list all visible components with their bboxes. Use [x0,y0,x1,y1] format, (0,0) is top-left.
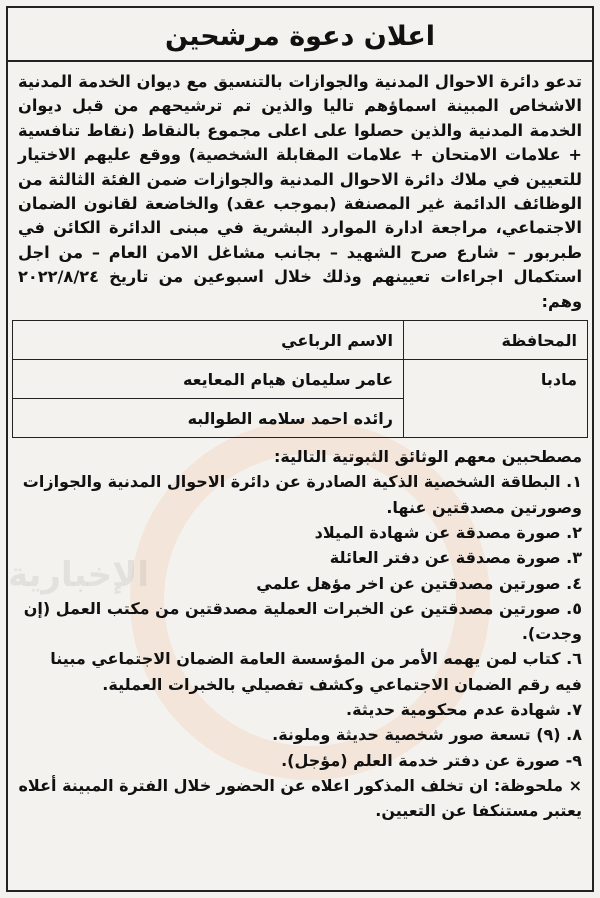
documents-heading: مصطحبين معهم الوثائق الثبوتية التالية: [273,447,582,467]
cell-governorate: مادبا [404,360,588,438]
table-header-row [13,321,588,360]
table-row [13,360,588,399]
list-item: ٢. صورة مصدقة عن شهادة الميلاد [314,522,582,542]
candidates-table [12,320,588,438]
note-item: × ملحوظة: ان تخلف المذكور اعلاه عن الحضور خلال الفترة المبينة أعلاه يعتبر مستنكفا عن التعيين. [18,775,582,821]
list-item: ٧. شهادة عدم محكومية حديثة. [346,700,582,720]
list-item: ٦. كتاب لمن يهمه الأمر من المؤسسة العامة الضمان الاجتماعي مبينا فيه رقم الضمان الاجتماعي وكشف تفصيلي بالخبرات العملية. [50,649,582,694]
list-item: ٣. صورة مصدقة عن دفتر العائلة [329,548,582,568]
list-item: ٨. (٩) تسعة صور شخصية حديثة وملونة. [272,725,582,745]
header-governorate: المحافظة [404,321,588,360]
header-full-name: الاسم الرباعي [13,321,404,360]
list-item: ٥. صورتين مصدقتين عن الخبرات العملية مصدقتين من مكتب العمل (إن وجدت). [23,598,582,644]
cell-name: رائده احمد سلامه الطوالبه [13,399,404,438]
required-documents [8,438,592,823]
list-item: ١. البطاقة الشخصية الذكية الصادرة عن دائرة الاحوال المدنية والجوازات وصورتين مصدقتين عنها. [22,472,582,517]
announcement-document [6,6,594,892]
list-item: ٩- صورة عن دفتر خدمة العلم (مؤجل). [281,750,582,770]
documents-list [18,469,582,823]
cell-name: عامر سليمان هيام المعايعه [13,360,404,399]
list-item: ٤. صورتين مصدقتين عن اخر مؤهل علمي [256,573,582,593]
announcement-paragraph: تدعو دائرة الاحوال المدنية والجوازات بالتنسيق مع ديوان الخدمة المدنية الاشخاص المبينة اسماؤهم تاليا والذين تم ترشيحهم من قبل ديوان الخدمة المدنية والذين حصلوا على اعلى مجموع بالنقاط (نقاط تنافسية + علامات الامتحان + علامات المقابلة الشخصية) ووقع عليهم الاختيار للتعيين في ملاك دائرة الاحوال المدنية والجوازات ضمن الفئة الثالثة من الوظائف الدائمة غير المصنفة (بموجب عقد) والخاضعة لقانون الضمان الاجتماعي، مراجعة ادارة الموارد البشرية في مبنى الدائرة الكائن في طبربور – شارع صرح الشهيد – بجانب مشاغل الامن العام – من اجل استكمال اجراءات تعيينهم وذلك خلال اسبوعين من تاريخ ٢٠٢٢/٨/٢٤ وهم: [18,72,582,311]
page-title: اعلان دعوة مرشحين [164,21,436,52]
announcement-body [8,62,592,314]
watermark-text: الإخبارية [8,555,150,595]
